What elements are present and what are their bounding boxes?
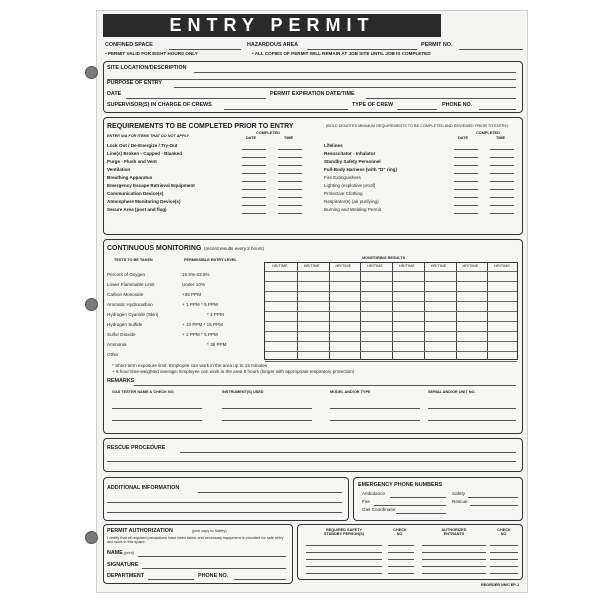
- permit-no-label: PERMIT NO.: [421, 42, 453, 48]
- completion-field[interactable]: [278, 157, 302, 158]
- monitoring-box: [103, 239, 523, 434]
- test-name: Sulfur Dioxide: [107, 332, 136, 337]
- completion-field[interactable]: [242, 157, 266, 158]
- completion-field[interactable]: [278, 173, 302, 174]
- completion-field[interactable]: [278, 149, 302, 150]
- completion-lines[interactable]: [104, 118, 524, 236]
- personnel-field[interactable]: [422, 566, 486, 567]
- rescue-box: [103, 438, 523, 472]
- model-field[interactable]: [330, 408, 420, 409]
- completion-field[interactable]: [490, 205, 514, 206]
- requirement-item: Breathing Apparatus: [107, 175, 153, 180]
- rescue-field[interactable]: [180, 452, 516, 453]
- pink-copy-note: (pink copy to Safety): [192, 529, 227, 533]
- requirement-item: Protective Clothing: [324, 191, 363, 196]
- additional-field[interactable]: [198, 492, 342, 493]
- punch-hole-icon: [85, 66, 98, 79]
- gas-tester-label: GAS TESTER NAME & CHECK NO.: [112, 390, 175, 394]
- completion-field[interactable]: [490, 213, 514, 214]
- date-col-left: DATE: [246, 136, 257, 140]
- test-name: Carbon Monoxide: [107, 292, 144, 297]
- personnel-field[interactable]: [388, 545, 414, 546]
- completion-field[interactable]: [490, 165, 514, 166]
- purpose-field[interactable]: [174, 87, 516, 88]
- completion-field[interactable]: [242, 197, 266, 198]
- requirement-item: Line(s) Broken - Capped - Blanked: [107, 151, 183, 156]
- personnel-field[interactable]: [422, 573, 486, 574]
- requirement-item: Atmosphere Monitoring Device(s): [107, 199, 181, 204]
- completion-field[interactable]: [278, 165, 302, 166]
- entrants-col-header: AUTHORIZED ENTRANTS: [441, 528, 467, 536]
- grid-time-label: HR/TIME: [367, 264, 383, 268]
- purpose-label: PURPOSE OF ENTRY: [107, 80, 162, 86]
- requirement-item: Lighting (explosive proof): [324, 183, 376, 188]
- valid-note: • PERMIT VALID FOR EIGHT HOURS ONLY: [105, 51, 198, 56]
- requirement-item: Resuscitator - Inhalator: [324, 151, 376, 156]
- personnel-field[interactable]: [490, 545, 518, 546]
- date-col-right: DATE: [458, 136, 469, 140]
- date-field[interactable]: [126, 98, 266, 99]
- requirement-item: Ventilation: [107, 167, 131, 172]
- completion-field[interactable]: [278, 205, 302, 206]
- reorder-code: REORDER NMC EP-1: [481, 583, 520, 587]
- completed-header-left: COMPLETED: [256, 131, 280, 135]
- additional-box: [103, 477, 349, 521]
- expiration-field[interactable]: [366, 98, 516, 99]
- permit-no-field[interactable]: [459, 49, 523, 50]
- test-level: + 1 PPM * 5 PPM: [182, 302, 218, 307]
- punch-hole-icon: [85, 298, 98, 311]
- grid-row-line: [265, 361, 517, 362]
- copies-note: • ALL COPIES OF PERMIT WILL REMAIN AT JOB SITE UNTIL JOB IS COMPLETED: [252, 51, 431, 56]
- completion-field[interactable]: [242, 181, 266, 182]
- serial-label: SERIAL AND/OR UNIT NO.: [428, 390, 476, 394]
- permissible-col-header: PERMISSIBLE ENTRY LEVEL: [184, 258, 237, 262]
- rescue-label: RESCUE PROCEDURE: [107, 445, 166, 451]
- requirement-item: Lifelines: [324, 143, 343, 148]
- completion-field[interactable]: [278, 197, 302, 198]
- grid-time-label: HR/TIME: [430, 264, 447, 268]
- completion-field[interactable]: [454, 205, 478, 206]
- fire-field[interactable]: [374, 505, 446, 506]
- serial-field[interactable]: [428, 408, 516, 409]
- test-level: +35 PPM: [182, 292, 202, 297]
- completion-field[interactable]: [242, 213, 266, 214]
- footnote-twa: + 8 hour time-weighted average: Employee can work in the area 8 hours (longer with appropriate respiratory protection): [112, 369, 355, 374]
- grid-row-line: [265, 301, 517, 302]
- permit-form: [96, 10, 528, 593]
- gas-coordinator-field[interactable]: [396, 513, 446, 514]
- check-col-header: CHECK NO.: [393, 528, 407, 536]
- personnel-lines[interactable]: [298, 525, 524, 581]
- personnel-field[interactable]: [490, 573, 518, 574]
- requirement-item: Burning and Welding Permit: [324, 207, 382, 212]
- auth-phone-label: PHONE NO.: [198, 573, 229, 579]
- footnote-short-term: * Short-term exposure limit: Employee can work in the area up to 15 minutes: [112, 363, 268, 368]
- test-level: 19.5%-23.5%: [182, 272, 210, 277]
- personnel-field[interactable]: [422, 559, 486, 560]
- test-name: Hydrogen Sulfide: [107, 322, 143, 327]
- grid-time-label: HR/TIME: [494, 264, 510, 268]
- grid-row-line: [265, 311, 517, 312]
- personnel-field[interactable]: [490, 552, 518, 553]
- test-name: Lower Flammable Limit: [107, 282, 155, 287]
- personnel-box: [297, 524, 523, 580]
- completion-field[interactable]: [242, 205, 266, 206]
- completion-field[interactable]: [454, 189, 478, 190]
- grid-time-label: HR/TIME: [399, 264, 415, 268]
- completion-field[interactable]: [454, 181, 478, 182]
- site-phone-field[interactable]: [479, 109, 516, 110]
- completion-field[interactable]: [454, 149, 478, 150]
- emergency-heading: EMERGENCY PHONE NUMBERS: [358, 482, 443, 488]
- completion-field[interactable]: [278, 213, 302, 214]
- time-col-right: TIME: [496, 136, 506, 140]
- check-col-header-2: CHECK NO.: [497, 528, 511, 536]
- grid-row-line: [265, 281, 517, 282]
- requirement-item: Emergency Escape Retrieval Equipment: [107, 183, 195, 188]
- ambulance-field[interactable]: [390, 497, 446, 498]
- grid-time-label: HR/TIME: [303, 264, 320, 268]
- remarks-label: REMARKS: [107, 378, 135, 384]
- test-name: Aromatic Hydrocarbon: [107, 302, 153, 307]
- crew-type-label: TYPE OF CREW: [352, 102, 394, 108]
- test-name: Ammonia: [107, 342, 127, 347]
- enter-na-note: ENTER N/A FOR ITEMS THAT DO NOT APPLY: [107, 134, 190, 138]
- rescue-phone-label: Rescue: [452, 499, 468, 504]
- completion-field[interactable]: [490, 157, 514, 158]
- expiration-label: PERMIT EXPIRATION DATE/TIME: [270, 91, 355, 97]
- instruments-field[interactable]: [222, 408, 312, 409]
- department-label: DEPARTMENT: [107, 573, 145, 579]
- safety-field[interactable]: [468, 497, 518, 498]
- hazardous-area-label: HAZARDOUS AREA: [247, 42, 299, 48]
- grid-row-line: [265, 291, 517, 292]
- name-field[interactable]: [138, 556, 286, 557]
- grid-time-label: HR/TIME: [272, 264, 288, 268]
- test-name: Percent of Oxygen: [107, 272, 146, 277]
- punch-hole-icon: [85, 531, 98, 544]
- monitoring-note: (record results every 2 hours): [204, 246, 264, 251]
- personnel-field[interactable]: [306, 573, 382, 574]
- completion-field[interactable]: [278, 181, 302, 182]
- completion-field[interactable]: [454, 165, 478, 166]
- results-col-header: MONITORING RESULTS: [362, 256, 406, 260]
- requirements-box: [103, 117, 523, 235]
- instruments-label: INSTRUMENT(S) USED: [222, 390, 264, 394]
- print-note: (print): [124, 551, 134, 555]
- completion-field[interactable]: [454, 157, 478, 158]
- site-info-box: [103, 61, 523, 113]
- monitoring-results-grid[interactable]: [264, 262, 518, 360]
- test-name: Hydrogen Cyanide (Skin): [107, 312, 159, 317]
- certify-text: I certify that all required precautions have been taken and necessary equipment is provided for safe entry and work in this space.: [107, 536, 284, 545]
- grid-header-line: [265, 271, 517, 272]
- crew-type-field[interactable]: [397, 109, 437, 110]
- personnel-field[interactable]: [388, 573, 414, 574]
- grid-time-label: HR/TIME: [462, 264, 479, 268]
- auth-phone-field[interactable]: [234, 579, 286, 580]
- authorization-box: [103, 524, 293, 584]
- test-level: + 2 PPM * 5 PPM: [182, 332, 218, 337]
- completion-field[interactable]: [454, 173, 478, 174]
- personnel-field[interactable]: [490, 566, 518, 567]
- personnel-field[interactable]: [306, 559, 382, 560]
- date-label: DATE: [107, 91, 122, 97]
- name-label: NAME: [107, 550, 123, 556]
- completion-field[interactable]: [454, 213, 478, 214]
- requirement-item: Purge - Flush and Vent: [107, 159, 157, 164]
- hazardous-area-field[interactable]: [307, 49, 417, 50]
- remarks-field[interactable]: [134, 385, 516, 386]
- site-phone-label: PHONE NO.: [442, 102, 473, 108]
- model-label: MODEL AND/OR TYPE: [330, 390, 371, 394]
- test-name: Other: [107, 352, 119, 357]
- safety-label: Safety: [452, 491, 466, 496]
- requirement-item: Full-Body Harness (with "D" ring): [324, 167, 398, 172]
- completion-field[interactable]: [490, 197, 514, 198]
- gas-tester-field[interactable]: [112, 408, 202, 409]
- grid-row-line: [265, 351, 517, 352]
- grid-row-line: [265, 331, 517, 332]
- test-level: * 4 PPM: [207, 312, 224, 317]
- requirements-heading: REQUIREMENTS TO BE COMPLETED PRIOR TO ENTRY: [107, 123, 294, 130]
- grid-row-line: [265, 321, 517, 322]
- completed-header-right: COMPLETED: [476, 131, 500, 135]
- additional-label: ADDITIONAL INFORMATION: [107, 485, 180, 491]
- emergency-box: [353, 477, 523, 521]
- completion-field[interactable]: [278, 189, 302, 190]
- grid-row-line: [265, 341, 517, 342]
- completion-field[interactable]: [454, 197, 478, 198]
- completion-field[interactable]: [242, 173, 266, 174]
- personnel-field[interactable]: [306, 566, 382, 567]
- personnel-field[interactable]: [306, 552, 382, 553]
- requirement-item: Standby Safety Personnel: [324, 159, 381, 164]
- fire-label: Fire: [362, 499, 370, 504]
- completion-field[interactable]: [490, 189, 514, 190]
- requirement-item: Fire Extinguishers: [324, 175, 361, 180]
- personnel-field[interactable]: [388, 559, 414, 560]
- completion-field[interactable]: [490, 181, 514, 182]
- rescue-phone-field[interactable]: [470, 505, 518, 506]
- signature-label: SIGNATURE: [107, 562, 139, 568]
- personnel-field[interactable]: [388, 552, 414, 553]
- signature-field[interactable]: [142, 568, 286, 569]
- supervisors-field[interactable]: [224, 109, 348, 110]
- personnel-field[interactable]: [388, 566, 414, 567]
- completion-field[interactable]: [490, 173, 514, 174]
- department-field[interactable]: [148, 579, 194, 580]
- grid-time-label: HR/TIME: [335, 264, 352, 268]
- completion-field[interactable]: [490, 149, 514, 150]
- ambulance-label: Ambulance: [362, 491, 385, 496]
- test-level: + 10 PPM * 15 PPM: [182, 322, 223, 327]
- tests-col-header: TESTS TO BE TAKEN: [114, 258, 153, 262]
- standby-col-header: REQUIRED SAFETY STANDBY PERSON(S): [323, 528, 365, 536]
- confined-space-label: CONFINED SPACE: [105, 42, 153, 48]
- gas-coordinator-label: Gas Coordinator: [362, 507, 396, 512]
- personnel-field[interactable]: [422, 545, 486, 546]
- completion-field[interactable]: [242, 149, 266, 150]
- page-title: ENTRY PERMIT: [103, 14, 441, 37]
- site-location-label: SITE LOCATION/DESCRIPTION: [107, 65, 187, 71]
- personnel-field[interactable]: [306, 545, 382, 546]
- supervisors-label: SUPERVISOR(S) IN CHARGE OF CREWS: [107, 102, 212, 108]
- personnel-field[interactable]: [490, 559, 518, 560]
- requirements-subnote: (BOLD DENOTES MINIMUM REQUIREMENTS TO BE COMPLETED AND REVIEWED PRIOR TO ENTRY): [326, 124, 509, 128]
- time-col-left: TIME: [284, 136, 294, 140]
- completion-field[interactable]: [242, 165, 266, 166]
- requirement-item: Communication Device(s): [107, 191, 164, 196]
- personnel-field[interactable]: [422, 552, 486, 553]
- authorization-heading: PERMIT AUTHORIZATION: [107, 528, 173, 534]
- requirement-item: Secure Area (post and flag): [107, 207, 167, 212]
- requirement-item: Respirator(s) (air purifying): [324, 199, 379, 204]
- test-level: * 35 PPM: [207, 342, 227, 347]
- monitoring-heading: CONTINUOUS MONITORING: [107, 245, 202, 252]
- test-level: Under 10%: [182, 282, 205, 287]
- confined-space-field[interactable]: [169, 49, 241, 50]
- requirement-item: Lock Out / De-Energize / Try-Out: [107, 143, 178, 148]
- site-location-field[interactable]: [194, 72, 516, 73]
- completion-field[interactable]: [242, 189, 266, 190]
